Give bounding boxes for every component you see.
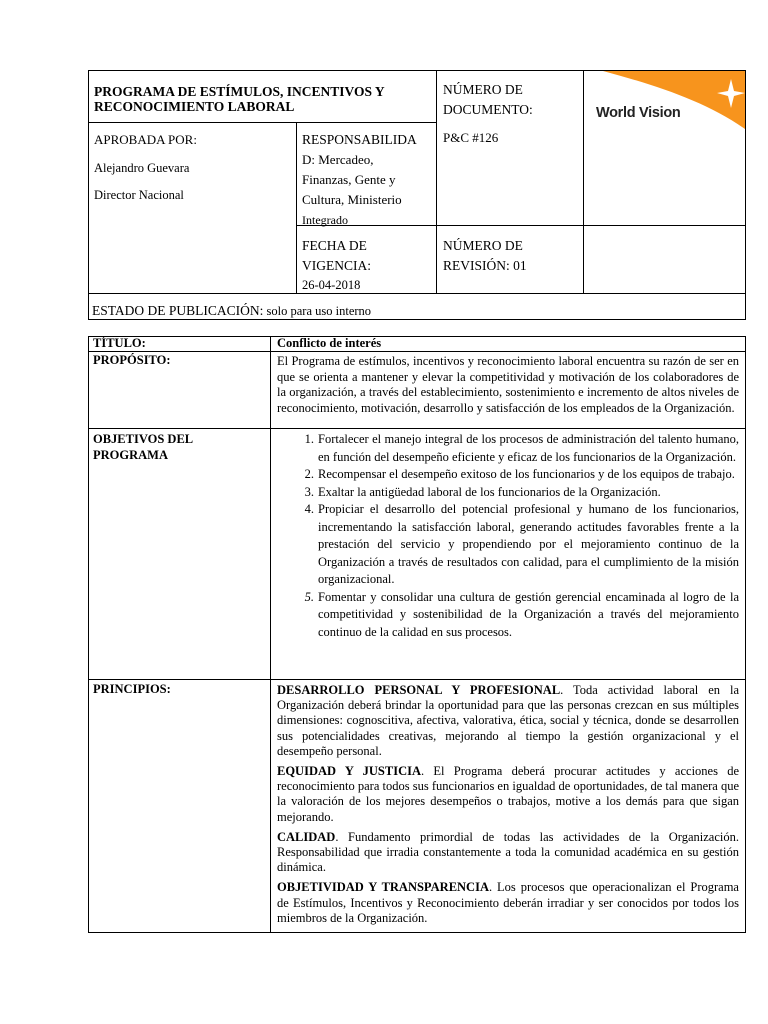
principle-text: . Toda actividad laboral en la Organización deberá brindar la oportunidad para que las personas crezcan en sus múltiples dimensiones: cognoscitiva, afectiva, valorativa, ética, social y técnica, donde se desarrollen sus potencialidades creativas, mejorando al tiempo la gestión organizacional y el desempeño personal. — [277, 683, 739, 758]
world-vision-logo — [585, 71, 745, 151]
objective-number: 2. — [304, 467, 314, 481]
logo-text: World Vision — [596, 105, 681, 121]
table-row-divider — [88, 428, 746, 429]
table-border-left — [88, 336, 89, 933]
objective-number: 1. — [304, 432, 314, 446]
objectives-label-line: OBJETIVOS DEL — [93, 432, 194, 446]
principle-text: . Los procesos que operacionalizan el Programa de Estímulos, Incentivos y Reconocimiento deberán irradiar y ser conocidos por todos los miembros de la Organización. — [277, 880, 739, 925]
header-line — [436, 70, 437, 293]
publication-status — [92, 301, 371, 321]
objective-text: Recompensar el desempeño exitoso de los funcionarios y de los equipos de trabajo. — [318, 467, 735, 481]
header-border-left — [88, 70, 89, 320]
header-line — [88, 122, 437, 123]
objective-item — [292, 484, 739, 502]
objective-number: 3. — [304, 484, 314, 499]
table-border-right — [745, 336, 746, 933]
publication-label: ESTADO DE PUBLICACIÓN: — [92, 303, 264, 318]
table-row-divider — [88, 679, 746, 680]
title-label: TÍTULO: — [93, 336, 146, 350]
header-line — [583, 70, 584, 293]
objective-item — [292, 431, 739, 466]
doc-number-label: NÚMERO DE DOCUMENTO: — [443, 82, 533, 117]
program-title: PROGRAMA DE ESTÍMULOS, INCENTIVOS Y RECONOCIMIENTO LABORAL — [94, 84, 385, 114]
objective-text: Exaltar la antigüedad laboral de los funcionarios de la Organización. — [318, 484, 661, 499]
approver-role: Director Nacional — [94, 188, 184, 202]
responsibility-line: Integrado — [302, 213, 348, 227]
objective-number: 4. — [304, 502, 314, 516]
objectives-label — [93, 431, 193, 463]
principle-paragraph — [277, 830, 739, 876]
principles-label: PRINCIPIOS: — [93, 682, 171, 696]
principle-title: DESARROLLO PERSONAL Y PROFESIONAL — [277, 683, 561, 697]
principle-title: EQUIDAD Y JUSTICIA — [277, 764, 421, 779]
header-line — [88, 293, 746, 294]
policy-table — [88, 336, 746, 933]
header-line — [296, 225, 746, 226]
publication-value: solo para uso interno — [263, 304, 372, 318]
responsibility-line: RESPONSABILIDA — [302, 132, 417, 147]
objective-text: Fortalecer el manejo integral de los procesos de administración del talento humano, en función del desempeño eficiente y eficaz de los funcionarios de la Organización. — [318, 432, 739, 464]
revision-label: NÚMERO DE — [443, 238, 523, 253]
table-border-bottom — [88, 932, 746, 933]
responsibility-line: D: Mercadeo, — [302, 152, 374, 167]
table-border-top — [88, 336, 746, 337]
principle-paragraph — [277, 764, 739, 825]
principle-title: OBJETIVIDAD Y TRANSPARENCIA — [277, 880, 489, 895]
objective-text: Propiciar el desarrollo del potencial profesional y humano de los funcionarios, incrementando la satisfacción laboral, generando actitudes favorables frente a la prestación del servicio y propendiendo por el mejoramiento continuo de la Organización a través de resultados con calidad, para el cumplimiento de la misión organizacional. — [318, 502, 739, 586]
objective-item — [292, 501, 739, 589]
effective-date: 26-04-2018 — [302, 278, 361, 292]
responsibility-line: Finanzas, Gente y — [302, 172, 396, 187]
approver-name: Alejandro Guevara — [94, 161, 190, 175]
title-value: Conflicto de interés — [277, 336, 382, 350]
revision-value: REVISIÓN: 01 — [443, 258, 527, 273]
approved-label: APROBADA POR: — [94, 132, 197, 147]
objectives-list — [292, 431, 739, 641]
objective-text: Fomentar y consolidar una cultura de gestión gerencial encaminada al logro de la competitividad y sostenibilidad de la Organización a través del mejoramiento continuo de la calidad en sus procesos. — [318, 589, 739, 639]
effective-label: FECHA DE — [302, 238, 367, 253]
principle-text: . El Programa deberá procurar actitudes y acciones de reconocimiento para todos sus funcionarios en igualdad de oportunidades, de tal manera que la valoración de los mejores desempeños o trabajos, motive a los demás para que sigan mejorando. — [277, 764, 740, 824]
principle-paragraph — [277, 880, 739, 926]
table-column-divider — [270, 336, 271, 933]
effective-label: VIGENCIA: — [302, 258, 371, 273]
header-border-right — [745, 70, 746, 320]
objective-number: 5. — [304, 589, 314, 604]
objectives-label-line: PROGRAMA — [93, 448, 168, 462]
principle-title: CALIDAD — [277, 829, 336, 844]
header-line — [296, 122, 297, 293]
purpose-text: El Programa de estímulos, incentivos y reconocimiento laboral encuentra su razón de ser en que se orienta a mantener y elevar la competitividad y motivación de los colaboradores de la organización, a través del establecimiento, sostenimiento e incremento de altos niveles de reconocimiento, motivación, desarrollo y satisfacción de los empleados de la Organización. — [277, 354, 739, 415]
responsibility-line: Cultura, Ministerio — [302, 192, 402, 207]
objective-item — [292, 589, 739, 642]
principles-list — [277, 683, 739, 931]
objective-item — [292, 466, 739, 484]
principle-paragraph — [277, 683, 739, 759]
doc-number-value: P&C #126 — [443, 130, 499, 145]
table-row-divider — [88, 351, 746, 352]
principle-text: . Fundamento primordial de todas las actividades de la Organización. Responsabilidad que irradia constantemente a toda la comunidad académica en su gestión dinámica. — [277, 829, 739, 875]
purpose-label: PROPÓSITO: — [93, 353, 171, 367]
